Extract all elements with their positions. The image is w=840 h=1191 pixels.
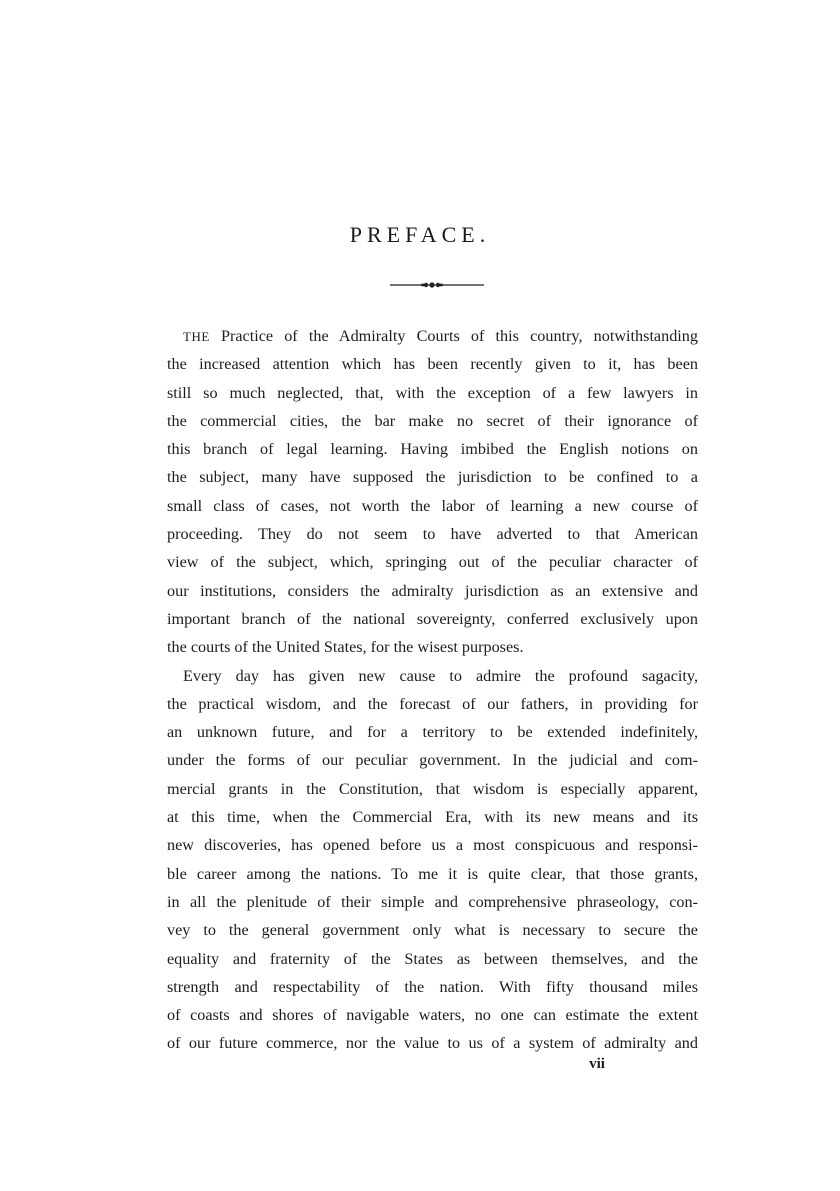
- ornamental-rule-icon: [390, 280, 484, 290]
- text-line-14: the practical wisdom, and the forecast of our fathers, in providing for: [167, 694, 698, 713]
- text-line-13: Every day has given new cause to admire the profound sagacity,: [183, 666, 698, 685]
- text-line-25: of coasts and shores of navigable waters, no one can estimate the extent: [167, 1006, 698, 1025]
- text-line-18: at this time, when the Commercial Era, with its new means and its: [167, 808, 698, 827]
- text-line-16: under the forms of our peculiar government. In the judicial and com-: [167, 751, 698, 770]
- drop-word: THE: [183, 329, 210, 344]
- text-line-11: important branch of the national sovereignty, conferred exclusively upon: [167, 609, 698, 628]
- text-line-22: vey to the general government only what is necessary to secure the: [167, 921, 698, 940]
- preface-body: [167, 322, 698, 1058]
- text-line-3: still so much neglected, that, with the exception of a few lawyers in: [167, 383, 698, 402]
- text-line-2: the increased attention which has been recently given to it, has been: [167, 355, 698, 374]
- text-line-1: THE Practice of the Admiralty Courts of this country, notwithstanding: [183, 327, 698, 345]
- text-line-5: this branch of legal learning. Having imbibed the English notions on: [167, 440, 698, 459]
- text-line-23: equality and fraternity of the States as between themselves, and the: [167, 949, 698, 968]
- text-line-6: the subject, many have supposed the jurisdiction to be confined to a: [167, 468, 698, 487]
- text-line-15: an unknown future, and for a territory to be extended indefinitely,: [167, 723, 698, 742]
- text-line-26: of our future commerce, nor the value to us of a system of admiralty and: [167, 1034, 698, 1053]
- page-number: vii: [589, 1056, 605, 1072]
- text-line-8: proceeding. They do not seem to have adverted to that American: [167, 525, 698, 544]
- text-line-24: strength and respectability of the nation. With fifty thousand miles: [167, 977, 698, 996]
- text-line-4: the commercial cities, the bar make no secret of their ignorance of: [167, 411, 698, 430]
- text-line-19: new discoveries, has opened before us a most conspicuous and responsi-: [167, 836, 698, 855]
- text-line-9: view of the subject, which, springing out of the peculiar character of: [167, 553, 698, 572]
- text-line-20: ble career among the nations. To me it is quite clear, that those grants,: [167, 864, 698, 883]
- text-line-10: our institutions, considers the admiralty jurisdiction as an extensive and: [167, 581, 698, 600]
- text-line-17: mercial grants in the Constitution, that wisdom is especially apparent,: [167, 779, 698, 798]
- text-line-7: small class of cases, not worth the labor of learning a new course of: [167, 496, 698, 515]
- text-line-12: the courts of the United States, for the wisest purposes.: [167, 638, 524, 657]
- text-line-21: in all the plenitude of their simple and comprehensive phraseology, con-: [167, 892, 698, 911]
- page-title: PREFACE.: [349, 222, 491, 247]
